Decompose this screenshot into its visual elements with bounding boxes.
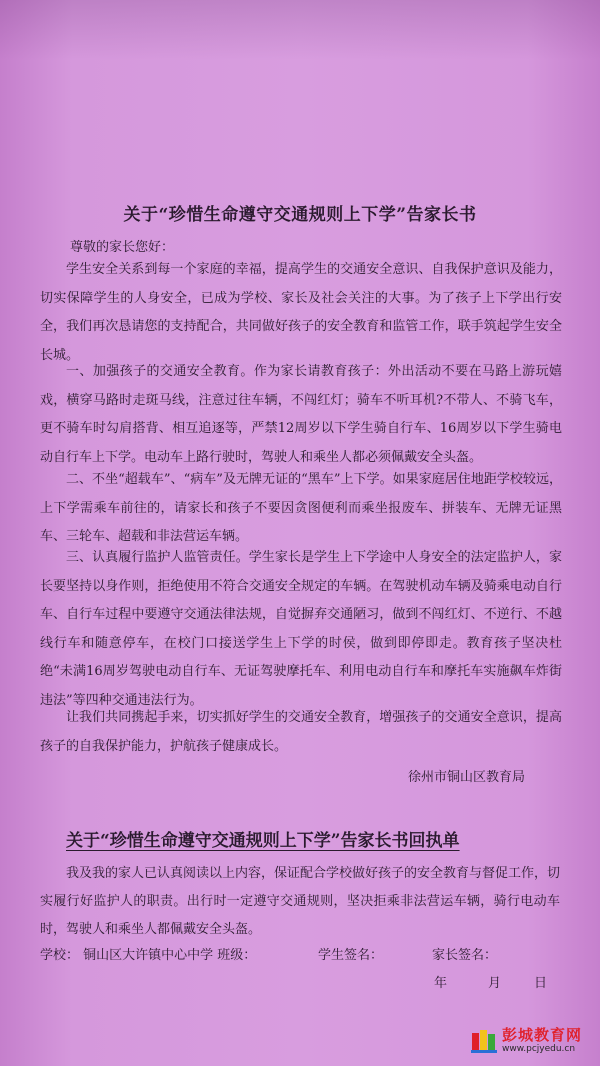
letter-paragraph-illegal-vehicles: 二、不坐“超载车”、“病车”及无牌无证的“黑车”上下学。如果家庭居住地距学校较远，上下学需乘车前往的，请家长和孩子不要因贪图便利而乘坐报废车、拼装车、无牌无证黑车、三轮车、超载和非法营运车辆。 [40, 472, 562, 544]
student-signature-field: 学生签名： [318, 948, 384, 963]
receipt-paragraph: 我及我的家人已认真阅读以上内容，保证配合学校做好孩子的安全教育与督促工作，切实履行好监护人的职责。出行时一定遵守交通规则，坚决拒乘非法营运车辆，骑行电动车时，驾驶人和乘坐人都佩戴安全头盔。 [40, 866, 561, 937]
letter-paragraph-guardian-duty: 三、认真履行监护人监管责任。学生家长是学生上下学途中人身安全的法定监护人，家长要坚持以身作则，拒绝使用不符合交通安全规定的车辆。在驾驶机动车辆及骑乘电动自行车、自行车过程中要遵守交通法律法规，自觉摒弃交通陋习，做到不闯红灯、不逆行、不越线行车和随意停车，在校门口接送学生上下学的时侯，做到即停即走。教育孩子坚决杜绝“未满16周岁驾驶电动自行车、无证驾驶摩托车、利用电动自行车和摩托车实施飙车炸街违法”等四种交通违法行为。 [40, 550, 562, 708]
date-year-label: 年 [434, 976, 448, 991]
letter-paragraph-closing: 让我们共同携起手来，切实抓好学生的交通安全教育，增强孩子的交通安全意识，提高孩子的自我保护能力，护航孩子健康成长。 [40, 710, 562, 754]
date-day-label: 日 [534, 976, 548, 991]
watermark-url: www.pcjyedu.cn [502, 1044, 576, 1054]
date-month-label: 月 [488, 976, 502, 991]
page-shadow [0, 0, 600, 60]
receipt-title: 关于“珍惜生命遵守交通规则上下学”告家长书回执单 [66, 831, 460, 851]
letter-signature: 徐州市铜山区教育局 [407, 770, 525, 785]
letter-paragraph-safety-education: 一、加强孩子的交通安全教育。作为家长请教育孩子：外出活动不要在马路上游玩嬉戏，横穿马路时走斑马线，注意过往车辆，不闯红灯；骑车不听耳机?不带人、不骑飞车，更不骑车时勾肩搭背、相互追逐等，严禁12周岁以下学生骑自行车、16周岁以下学生骑电动自行车上下学。电动车上路行驶时，驾驶人和乘坐人都必须佩戴安全头盔。 [40, 364, 562, 465]
books-logo-icon [470, 1027, 498, 1055]
site-watermark [470, 1021, 598, 1061]
watermark-name: 彭城教育网 [502, 1026, 583, 1044]
letter-title: 关于“珍惜生命遵守交通规则上下学”告家长书 [123, 205, 477, 225]
school-class-field: 学校： 铜山区大许镇中心中学 班级： [40, 948, 257, 963]
letter-paragraph-intro: 学生安全关系到每一个家庭的幸福，提高学生的交通安全意识、自我保护意识及能力，切实保障学生的人身安全，已成为学校、家长及社会关注的大事。为了孩子上下学出行安全，我们再次恳请您的支持配合，共同做好孩子的安全教育和监管工作，联手筑起学生安全长城。 [40, 262, 562, 363]
parent-signature-field: 家长签名： [432, 948, 498, 963]
letter-salutation: 尊敬的家长您好： [70, 240, 175, 255]
